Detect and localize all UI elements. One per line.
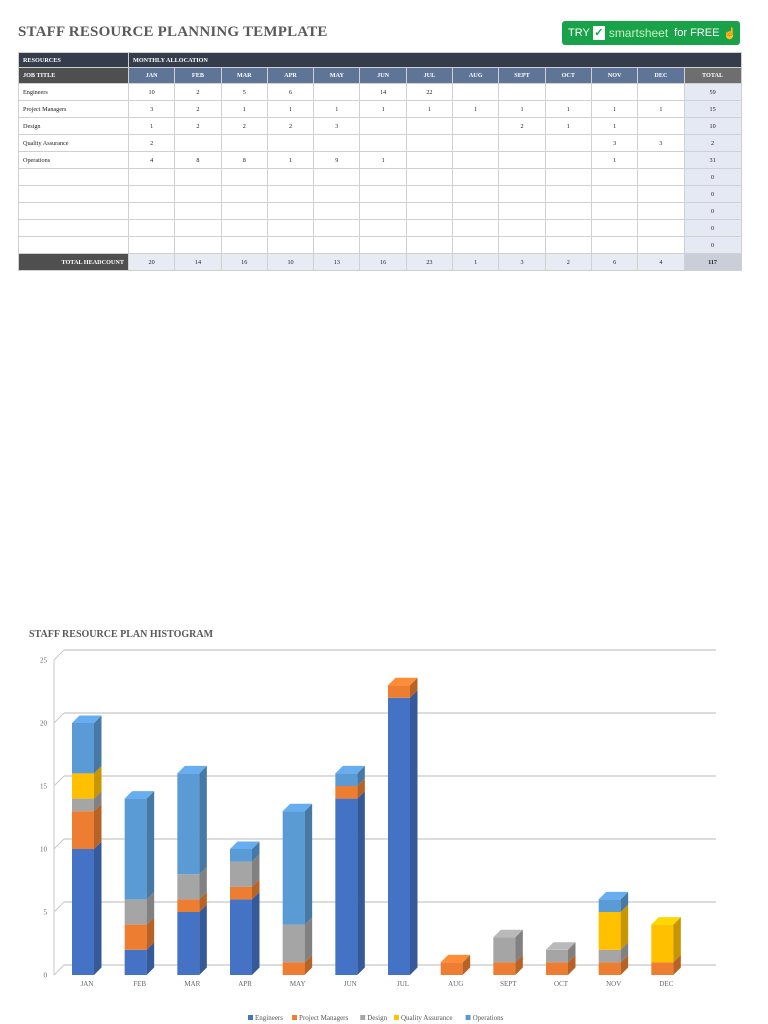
headcount-cell: 6 <box>591 254 637 271</box>
bar-segment <box>441 962 463 975</box>
month-header: NOV <box>591 68 637 84</box>
allocation-cell[interactable]: 10 <box>129 84 175 101</box>
allocation-cell[interactable]: 14 <box>360 84 406 101</box>
allocation-cell[interactable]: 3 <box>314 118 360 135</box>
cta-free-label: for FREE <box>674 27 720 39</box>
bar-segment <box>177 874 199 899</box>
month-header: FEB <box>175 68 221 84</box>
y-tick-label: 15 <box>40 782 47 791</box>
headcount-cell: 16 <box>221 254 267 271</box>
gridline-depth <box>54 839 64 849</box>
bar-segment-side <box>147 791 155 899</box>
x-tick-label: NOV <box>606 980 622 988</box>
legend-swatch <box>466 1015 471 1020</box>
pointer-hand-icon: ☝ <box>723 27 738 40</box>
headcount-cell: 3 <box>499 254 545 271</box>
legend-label: Quality Assurance <box>400 1014 453 1022</box>
x-tick-label: MAR <box>184 980 201 988</box>
month-header: OCT <box>545 68 591 84</box>
headcount-cell: 10 <box>267 254 313 271</box>
allocation-cell[interactable]: 1 <box>499 101 545 118</box>
bar-segment-side <box>252 892 260 975</box>
row-total-cell: 2 <box>684 135 741 152</box>
allocation-cell[interactable]: 1 <box>267 152 313 169</box>
row-total-cell: 0 <box>684 186 741 203</box>
bar-segment-side <box>305 917 313 962</box>
bar-segment-side <box>357 791 365 975</box>
row-total-cell: 0 <box>684 203 741 220</box>
bar-segment-side <box>621 905 629 950</box>
month-header: DEC <box>638 68 684 84</box>
bar-segment-side <box>305 804 313 925</box>
cta-brand-label: smartsheet <box>608 26 669 40</box>
legend-label: Operations <box>472 1014 504 1022</box>
legend-swatch <box>360 1015 365 1020</box>
y-tick-label: 5 <box>43 908 47 917</box>
bar-segment <box>125 950 147 975</box>
chart-title: STAFF RESOURCE PLAN HISTOGRAM <box>29 629 214 640</box>
bar-segment <box>335 773 357 786</box>
headcount-cell: 14 <box>175 254 221 271</box>
bar-segment <box>388 698 410 975</box>
headcount-cell: 23 <box>406 254 452 271</box>
allocation-cell[interactable]: 2 <box>175 101 221 118</box>
bar-segment <box>546 962 568 975</box>
bar-segment <box>230 899 252 975</box>
legend-label: Engineers <box>255 1014 283 1022</box>
bar-segment <box>72 773 94 798</box>
allocation-cell[interactable]: 1 <box>545 118 591 135</box>
legend-swatch <box>292 1015 297 1020</box>
bar-segment <box>335 786 357 799</box>
legend-label: Design <box>367 1014 388 1022</box>
bar-segment <box>230 862 252 887</box>
month-header: JAN <box>129 68 175 84</box>
bar-segment <box>546 950 568 963</box>
monthly-allocation-header: MONTHLY ALLOCATION <box>129 53 742 68</box>
allocation-cell[interactable]: 2 <box>175 84 221 101</box>
y-tick-label: 0 <box>43 971 47 980</box>
legend-swatch <box>248 1015 253 1020</box>
allocation-cell[interactable]: 1 <box>591 152 637 169</box>
allocation-cell[interactable]: 6 <box>267 84 313 101</box>
gridline-depth <box>54 776 64 786</box>
allocation-cell[interactable]: 3 <box>129 101 175 118</box>
row-total-cell: 0 <box>684 169 741 186</box>
bar-segment-side <box>199 766 207 874</box>
job-title-header: JOB TITLE <box>19 68 129 84</box>
bar-segment <box>230 887 252 900</box>
x-tick-label: AUG <box>448 980 464 988</box>
page-title: STAFF RESOURCE PLANNING TEMPLATE <box>18 24 328 40</box>
bar-segment <box>177 912 199 975</box>
job-title-cell[interactable]: Engineers <box>19 84 129 101</box>
month-header: APR <box>267 68 313 84</box>
month-header: JUL <box>406 68 452 84</box>
row-total-cell: 59 <box>684 84 741 101</box>
bar-segment <box>493 937 515 962</box>
allocation-cell[interactable]: 2 <box>175 118 221 135</box>
allocation-cell[interactable]: 1 <box>314 101 360 118</box>
bar-segment <box>72 799 94 812</box>
x-tick-label: JUN <box>343 980 357 988</box>
bar-segment <box>125 925 147 950</box>
allocation-cell[interactable]: 2 <box>129 135 175 152</box>
allocation-cell[interactable]: 1 <box>221 101 267 118</box>
allocation-cell[interactable]: 4 <box>129 152 175 169</box>
bar-segment <box>651 925 673 963</box>
allocation-cell[interactable]: 1 <box>267 101 313 118</box>
row-total-cell: 0 <box>684 220 741 237</box>
allocation-cell[interactable]: 1 <box>638 101 684 118</box>
gridline-depth <box>54 965 64 975</box>
allocation-cell[interactable]: 1 <box>453 101 499 118</box>
bar-segment-side <box>94 842 102 976</box>
month-header: SEPT <box>499 68 545 84</box>
bar-segment <box>177 899 199 912</box>
gridline-depth <box>54 650 64 660</box>
bar-segment <box>599 899 621 912</box>
allocation-cell[interactable]: 8 <box>175 152 221 169</box>
job-title-cell[interactable]: Design <box>19 118 129 135</box>
allocation-cell[interactable]: 1 <box>591 118 637 135</box>
allocation-cell[interactable]: 2 <box>267 118 313 135</box>
bar-segment <box>125 899 147 924</box>
headcount-cell: 13 <box>314 254 360 271</box>
headcount-cell: 20 <box>129 254 175 271</box>
grand-total-cell: 117 <box>684 254 741 271</box>
bar-segment-side <box>94 716 102 774</box>
job-title-cell[interactable]: Quality Assurance <box>19 135 129 152</box>
allocation-cell[interactable]: 1 <box>360 152 406 169</box>
bar-segment <box>335 799 357 975</box>
bar-segment <box>230 849 252 862</box>
bar-segment <box>177 773 199 874</box>
job-title-cell[interactable]: Operations <box>19 152 129 169</box>
x-tick-label: APR <box>238 980 252 988</box>
x-tick-label: JAN <box>80 980 94 988</box>
y-tick-label: 20 <box>40 719 47 728</box>
row-total-cell: 15 <box>684 101 741 118</box>
allocation-cell[interactable]: 2 <box>499 118 545 135</box>
bar-segment <box>72 811 94 849</box>
month-header: JUN <box>360 68 406 84</box>
row-total-cell: 31 <box>684 152 741 169</box>
allocation-cell[interactable]: 1 <box>545 101 591 118</box>
bar-segment <box>493 962 515 975</box>
legend-label: Project Managers <box>299 1014 349 1022</box>
bar-segment-side <box>94 804 102 849</box>
bar-segment <box>283 925 305 963</box>
allocation-cell[interactable]: 1 <box>406 101 452 118</box>
x-tick-label: FEB <box>133 980 147 988</box>
allocation-cell[interactable]: 1 <box>129 118 175 135</box>
x-tick-label: SEPT <box>500 980 517 988</box>
bar-segment <box>72 723 94 773</box>
row-total-cell: 10 <box>684 118 741 135</box>
headcount-cell: 1 <box>453 254 499 271</box>
bar-segment <box>599 950 621 963</box>
headcount-cell: 4 <box>638 254 684 271</box>
allocation-cell[interactable]: 3 <box>591 135 637 152</box>
month-header: MAR <box>221 68 267 84</box>
total-headcount-label: TOTAL HEADCOUNT <box>19 254 129 271</box>
x-tick-label: OCT <box>554 980 568 988</box>
bar-segment-side <box>199 905 207 976</box>
checkmark-icon: ✓ <box>594 27 604 39</box>
headcount-cell: 2 <box>545 254 591 271</box>
headcount-cell: 16 <box>360 254 406 271</box>
allocation-cell[interactable]: 1 <box>591 101 637 118</box>
legend-swatch <box>394 1015 399 1020</box>
allocation-cell[interactable]: 5 <box>221 84 267 101</box>
total-header: TOTAL <box>684 68 741 84</box>
y-tick-label: 10 <box>40 845 47 854</box>
allocation-cell[interactable]: 3 <box>638 135 684 152</box>
row-total-cell: 0 <box>684 237 741 254</box>
cta-try-label: TRY <box>568 27 590 39</box>
resources-header: RESOURCES <box>19 53 129 68</box>
month-header: MAY <box>314 68 360 84</box>
allocation-cell[interactable]: 22 <box>406 84 452 101</box>
x-tick-label: JUL <box>396 980 410 988</box>
gridline-depth <box>54 902 64 912</box>
bar-segment-side <box>410 690 418 975</box>
month-header: AUG <box>453 68 499 84</box>
bar-segment <box>283 811 305 924</box>
x-tick-label: DEC <box>659 980 674 988</box>
allocation-cell[interactable]: 8 <box>221 152 267 169</box>
allocation-cell[interactable]: 2 <box>221 118 267 135</box>
allocation-cell[interactable]: 1 <box>360 101 406 118</box>
bar-segment <box>72 849 94 975</box>
bar-segment <box>599 962 621 975</box>
bar-segment <box>388 685 410 698</box>
bar-segment <box>651 962 673 975</box>
bar-segment <box>599 912 621 950</box>
y-tick-label: 25 <box>40 656 47 665</box>
allocation-cell[interactable]: 9 <box>314 152 360 169</box>
gridline-depth <box>54 713 64 723</box>
bar-segment <box>125 799 147 900</box>
x-tick-label: MAY <box>289 980 306 988</box>
bar-segment-side <box>673 917 681 962</box>
job-title-cell[interactable]: Project Managers <box>19 101 129 118</box>
bar-segment <box>283 962 305 975</box>
